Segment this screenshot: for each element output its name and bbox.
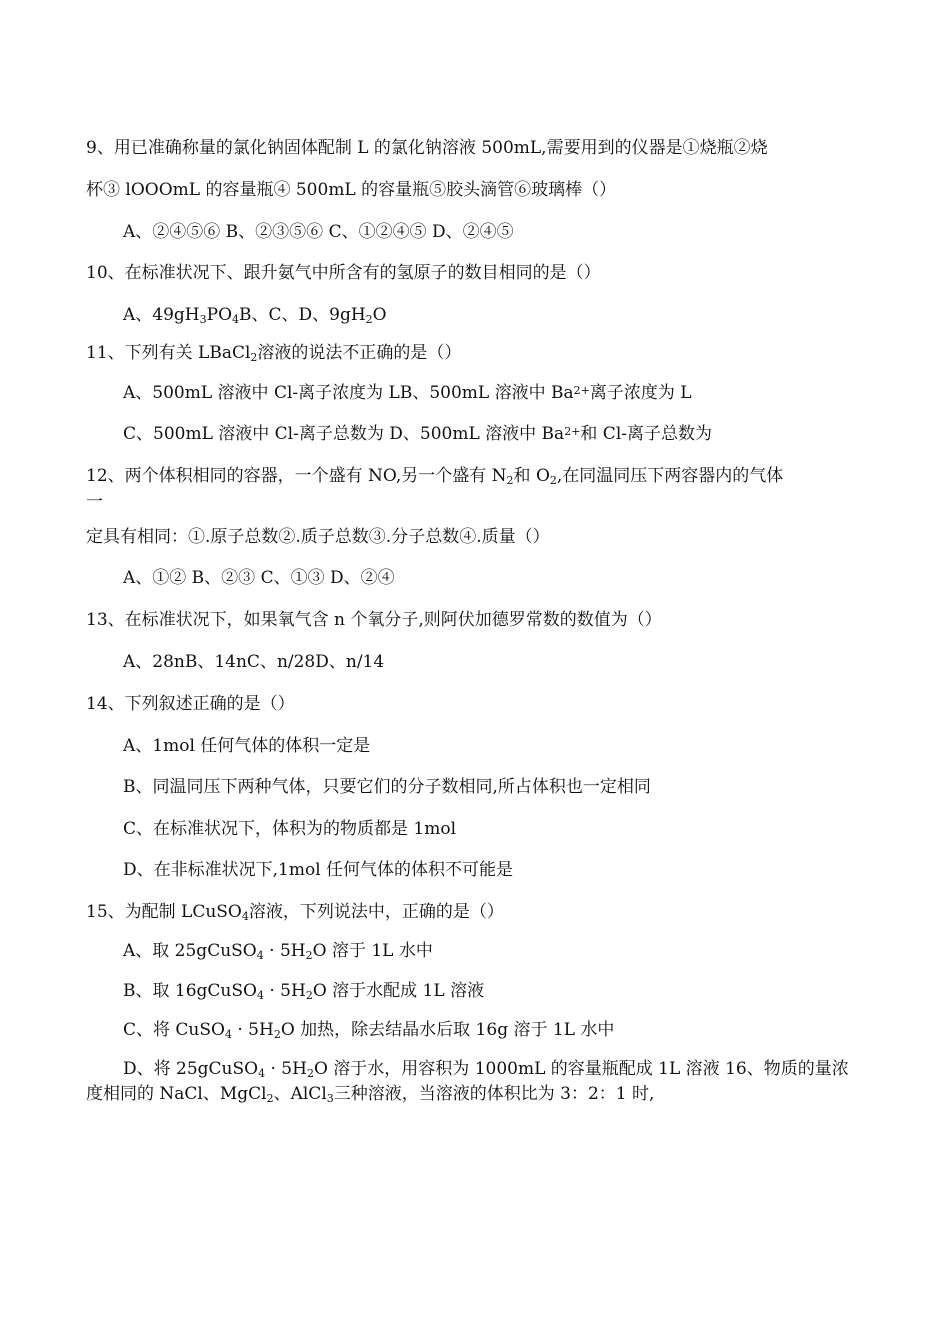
q11-stem: 11、下列有关 LBaCl$_2$溶液的说法不正确的是（） [86, 343, 462, 364]
q16-stem-continuation: 度相同的 NaCl、MgCl$_2$、AlCl$_3$三种溶液，当溶液的体积比为 3：2：1 时, [86, 1084, 655, 1105]
q13-stem: 13、在标准状况下，如果氧气含 n 个氧分子,则阿伏加德罗常数的数值为（） [86, 610, 662, 630]
q10-stem: 10、在标准状况下、跟升氨气中所含有的氢原子的数目相同的是（） [86, 263, 601, 283]
q15-option-d: D、将 25gCuSO$_4$ · $5H_2O$ 溶于水，用容积为 1000mL 的容量瓶配成 1L 溶液 16、物质的量浓 [123, 1059, 849, 1080]
q12-options: A、①② B、②③ C、①③ D、②④ [123, 568, 395, 588]
q15-option-a: A、取 25gCuSO$_4$ · $5H_2O$ 溶于 1L 水中 [123, 941, 433, 962]
q9-stem-line1: 9、用已准确称量的氯化钠固体配制 L 的氯化钠溶液 500mL,需要用到的仪器是①烧瓶②烧 [86, 138, 768, 158]
q14-option-d: D、在非标准状况下,1mol 任何气体的体积不可能是 [123, 860, 514, 880]
q14-option-a: A、1mol 任何气体的体积一定是 [123, 736, 371, 756]
q14-stem: 14、下列叙述正确的是（） [86, 694, 295, 714]
q15-option-b: B、取 16gCuSO$_4$ · $5H_2O$ 溶于水配成 1L 溶液 [123, 981, 485, 1002]
q9-options: A、②④⑤⑥ B、②③⑤⑥ C、①②④⑤ D、②④⑤ [123, 222, 514, 242]
q11-options-cd: C、500mL 溶液中 Cl-离子总数为 D、500mL 溶液中 $Ba^{2+}$和 Cl-离子总数为 [123, 424, 712, 444]
q11-options-ab: A、500mL 溶液中 Cl-离子浓度为 LB、500mL 溶液中 $Ba^{2+}$离子浓度为 L [123, 383, 692, 403]
q12-stem-line2: 一 [86, 492, 103, 512]
q14-option-c: C、在标准状况下，体积为的物质都是 1mol [123, 819, 457, 839]
q12-stem-line1: 12、两个体积相同的容器，一个盛有 NO,另一个盛有 $N_2$和 $O_2$,在同温同压下两容器内的气体 [86, 466, 784, 487]
q13-options: A、28nB、14nC、n/28D、n/14 [123, 652, 385, 672]
q15-stem: 15、为配制 LCuSO$_4$溶液，下列说法中，正确的是（） [86, 902, 504, 923]
q12-stem-line3: 定具有相同：①.原子总数②.质子总数③.分子总数④.质量（） [86, 527, 550, 547]
q10-options: A、$49gH_3PO_4B$、C、D、$9gH_2O$ [123, 305, 387, 326]
q15-option-c: C、将 CuSO$_4$ · $5H_2O$ 加热，除去结晶水后取 16g 溶于 1L 水中 [123, 1020, 615, 1041]
q14-option-b: B、同温同压下两种气体，只要它们的分子数相同,所占体积也一定相同 [123, 777, 651, 797]
q9-stem-line2: 杯③ lOOOmL 的容量瓶④ 500mL 的容量瓶⑤胶头滴管⑥玻璃棒（） [86, 180, 617, 200]
